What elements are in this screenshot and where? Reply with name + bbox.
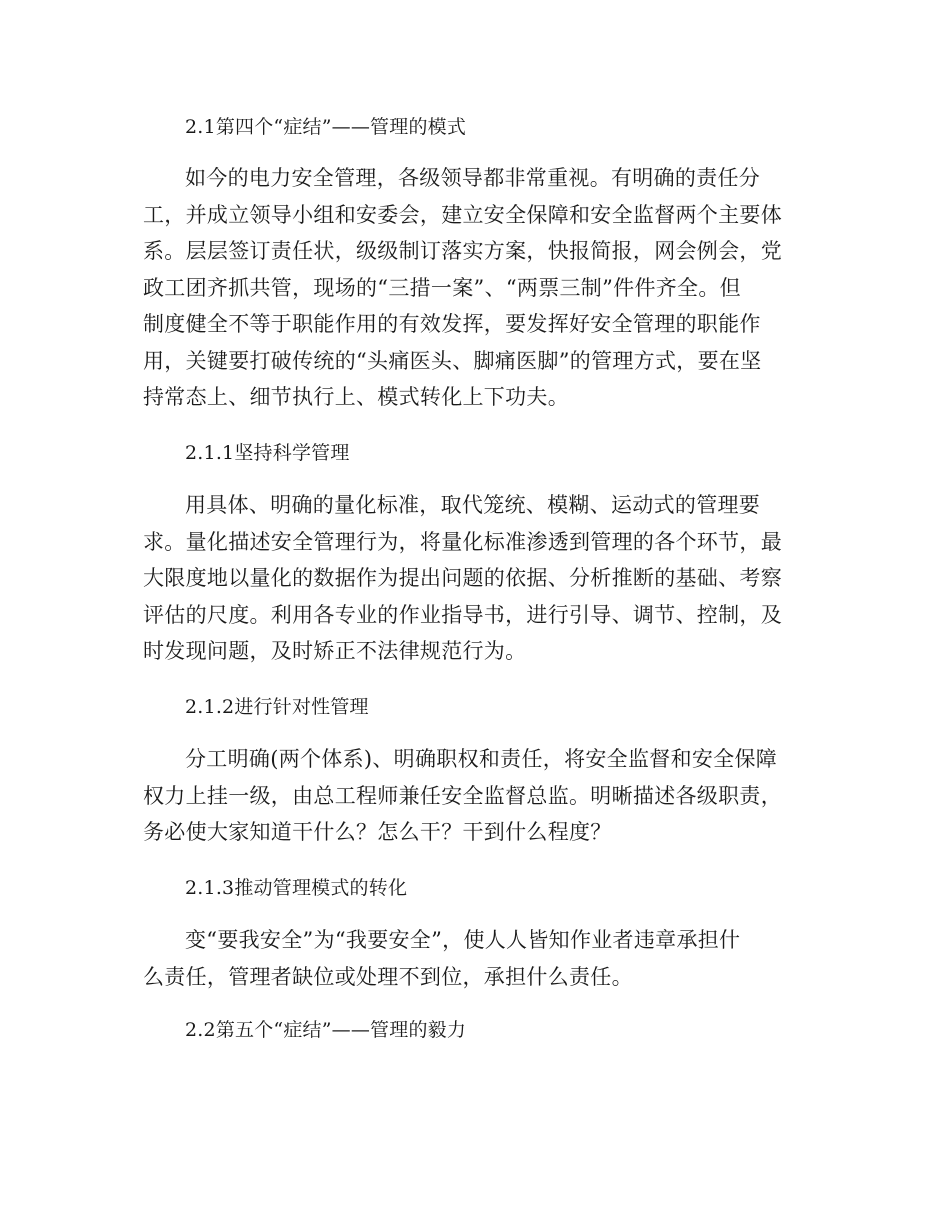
paragraph-line: 用，关键要打破传统的“头痛医头、脚痛医脚”的管理方式，要在坚 (143, 348, 762, 373)
paragraph-line: 么责任，管理者缺位或处理不到位，承担什么责任。 (143, 964, 633, 989)
section-heading-2-2: 2.2第五个“症结”——管理的毅力 (185, 1019, 467, 1041)
paragraph-line: 制度健全不等于职能作用的有效发挥，要发挥好安全管理的职能作 (143, 312, 761, 336)
paragraph-line: 分工明确(两个体系)、明确职权和责任，将安全监督和安全保障 (185, 747, 778, 771)
paragraph-line: 评估的尺度。利用各专业的作业指导书，进行引导、调节、控制，及 (143, 602, 782, 627)
paragraph-line: 求。量化描述安全管理行为，将量化标准渗透到管理的各个环节，最 (143, 529, 782, 554)
paragraph-line: 如今的电力安全管理，各级领导都非常重视。有明确的责任分 (185, 166, 761, 190)
paragraph-line: 务必使大家知道干什么？怎么干？干到什么程度？ (143, 820, 612, 844)
section-heading-2-1-2: 2.1.2进行针对性管理 (185, 696, 369, 718)
section-heading-2-1-3: 2.1.3推动管理模式的转化 (185, 877, 408, 899)
paragraph-2-1-2 (143, 741, 803, 851)
paragraph-line: 时发现问题，及时矫正不法律规范行为。 (143, 639, 527, 663)
paragraph-line: 权力上挂一级，由总工程师兼任安全监督总监。明晰描述各级职责， (143, 783, 782, 808)
paragraph-line: 持常态上、细节执行上、模式转化上下功夫。 (143, 385, 569, 409)
paragraph-line: 变“要我安全”为“我要安全”，使人人皆知作业者违章承担什 (185, 928, 741, 952)
paragraph-line: 大限度地以量化的数据作为提出问题的依据、分析推断的基础、考察 (143, 566, 782, 590)
paragraph-line: 政工团齐抓共管，现场的“三措一案”、“两票三制”件件齐全。但 (143, 275, 741, 300)
paragraph-2-1 (143, 160, 803, 416)
paragraph-line: 工，并成立领导小组和安委会，建立安全保障和安全监督两个主要体 (143, 202, 782, 227)
section-heading-2-1-1: 2.1.1坚持科学管理 (185, 442, 350, 464)
paragraph-2-1-3 (143, 922, 803, 995)
paragraph-line: 用具体、明确的量化标准，取代笼统、模糊、运动式的管理要 (185, 493, 761, 517)
paragraph-2-1-1 (143, 487, 803, 670)
section-heading-2-1: 2.1第四个“症结”——管理的模式 (185, 116, 467, 138)
paragraph-line: 系。层层签订责任状，级级制订落实方案，快报简报，网会例会，党 (143, 239, 782, 263)
